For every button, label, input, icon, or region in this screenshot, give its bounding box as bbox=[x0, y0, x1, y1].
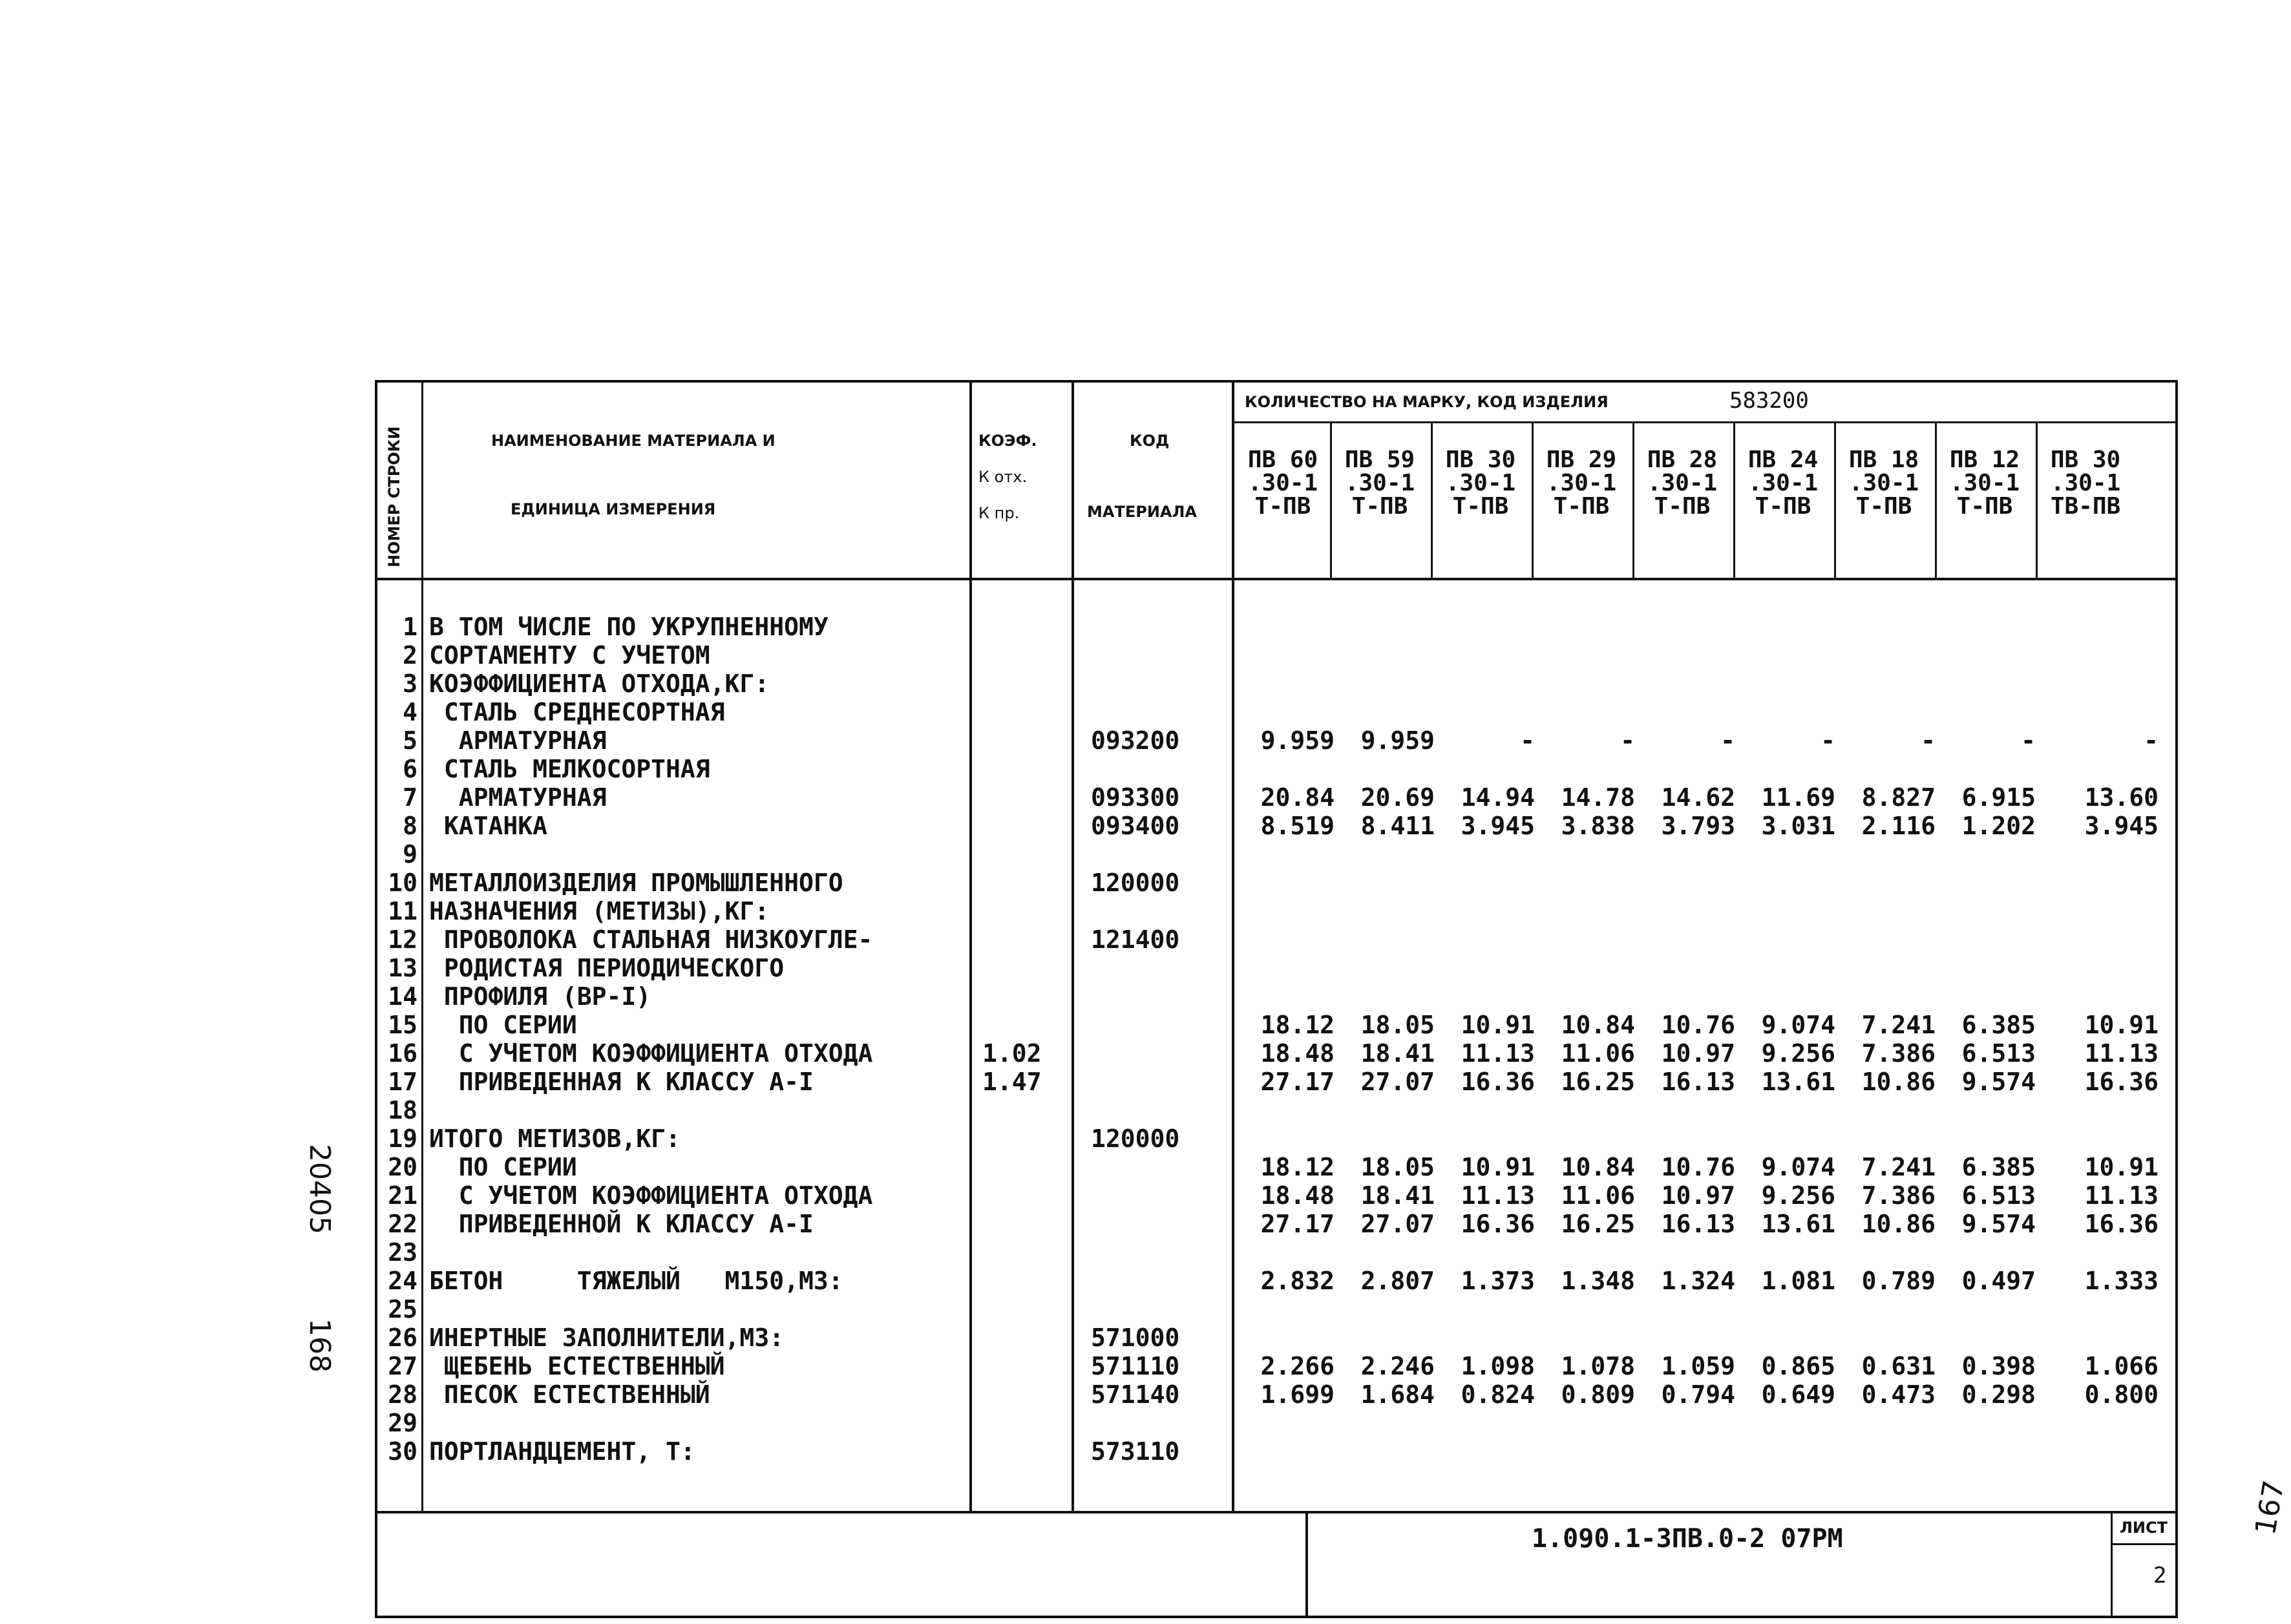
table-row bbox=[375, 783, 2178, 812]
quantity-value: 16.25 bbox=[1561, 1210, 1635, 1238]
quantity-value: 18.12 bbox=[1260, 1011, 1335, 1039]
quantity-value: 1.348 bbox=[1561, 1267, 1635, 1295]
quantity-value: 0.809 bbox=[1561, 1380, 1635, 1409]
material-name: ПОРТЛАНДЦЕМЕНТ, Т: bbox=[429, 1437, 695, 1466]
frame-bottom-line bbox=[375, 1616, 2178, 1618]
mark-header-line: Т-ПВ bbox=[1755, 493, 1811, 520]
quantity-value: 10.91 bbox=[2084, 1153, 2159, 1181]
quantity-value: 1.202 bbox=[1961, 812, 2036, 840]
mark-header-line: .30-1 bbox=[1344, 470, 1415, 496]
quantity-value: 1.333 bbox=[2084, 1267, 2159, 1295]
quantity-value: 1.059 bbox=[1661, 1352, 1735, 1380]
margin-number-page: 168 bbox=[303, 1318, 336, 1373]
quantity-value: 10.91 bbox=[1461, 1011, 1535, 1039]
quantity-value: 16.13 bbox=[1661, 1210, 1735, 1238]
row-number: 30 bbox=[388, 1437, 417, 1466]
quantity-value: 0.497 bbox=[1961, 1267, 2036, 1295]
row-number: 9 bbox=[403, 840, 417, 869]
quantity-value: 11.69 bbox=[1761, 783, 1835, 812]
material-name: ПРОВОЛОКА СТАЛЬНАЯ НИЗКОУГЛЕ- bbox=[429, 925, 873, 954]
quantity-value: 1.373 bbox=[1461, 1267, 1535, 1295]
material-spec-sheet bbox=[375, 380, 2178, 1624]
mark-header-line: .30-1 bbox=[1647, 470, 1718, 496]
quantity-value: 11.06 bbox=[1561, 1039, 1635, 1068]
quantity-value: 0.789 bbox=[1861, 1267, 1936, 1295]
material-name: ЩЕБЕНЬ ЕСТЕСТВЕННЫЙ bbox=[429, 1352, 725, 1380]
material-name: ПЕСОК ЕСТЕСТВЕННЫЙ bbox=[429, 1380, 710, 1409]
quantity-value: 18.05 bbox=[1360, 1153, 1435, 1181]
row-number: 5 bbox=[403, 726, 417, 755]
row-number: 24 bbox=[388, 1267, 417, 1295]
material-code: 093200 bbox=[1091, 726, 1180, 755]
quantity-value: 27.07 bbox=[1360, 1210, 1435, 1238]
quantity-value: 11.13 bbox=[2084, 1039, 2159, 1068]
row-number: 23 bbox=[388, 1238, 417, 1267]
quantity-value: 27.07 bbox=[1360, 1068, 1435, 1096]
quantity-value: 18.41 bbox=[1360, 1039, 1435, 1068]
quantity-value: 13.60 bbox=[2084, 783, 2159, 812]
material-name: МЕТАЛЛОИЗДЕЛИЯ ПРОМЫШЛЕННОГО bbox=[429, 869, 843, 897]
quantity-value: 16.36 bbox=[1461, 1068, 1535, 1096]
quantity-value: 9.574 bbox=[1961, 1068, 2036, 1096]
row-number: 13 bbox=[388, 954, 417, 982]
row-number: 15 bbox=[388, 1011, 417, 1039]
table-row bbox=[375, 1210, 2178, 1238]
mark-header-line: .30-1 bbox=[1546, 470, 1617, 496]
quantity-value: 16.36 bbox=[2084, 1068, 2159, 1096]
material-code: 573110 bbox=[1091, 1437, 1180, 1466]
quantity-value: 13.61 bbox=[1761, 1210, 1835, 1238]
row-number: 29 bbox=[388, 1409, 417, 1437]
margin-number-right: 167 bbox=[2249, 1478, 2291, 1537]
material-name: ПО СЕРИИ bbox=[429, 1153, 577, 1181]
quantity-value: - bbox=[2021, 726, 2036, 755]
quantity-value: 10.84 bbox=[1561, 1153, 1635, 1181]
mark-header-line: ПВ 12 bbox=[1949, 447, 2020, 473]
row-number: 11 bbox=[388, 897, 417, 925]
mark-header-line: ПВ 30 bbox=[2050, 447, 2121, 473]
coef-header-line2: К отх. bbox=[978, 468, 1028, 486]
row-number: 3 bbox=[403, 670, 417, 698]
quantity-value: 7.386 bbox=[1861, 1039, 1936, 1068]
quantity-value: 9.574 bbox=[1961, 1210, 2036, 1238]
quantity-value: 27.17 bbox=[1260, 1210, 1335, 1238]
mark-header-line: .30-1 bbox=[1445, 470, 1516, 496]
row-number: 8 bbox=[403, 812, 417, 840]
mark-header-line: .30-1 bbox=[1247, 470, 1318, 496]
material-code: 571140 bbox=[1091, 1380, 1180, 1409]
table-row bbox=[375, 897, 2178, 925]
mark-header-9 bbox=[2037, 448, 2134, 518]
mark-header-3 bbox=[1432, 448, 1529, 518]
row-number: 7 bbox=[403, 783, 417, 812]
quantity-value: - bbox=[1720, 726, 1735, 755]
table-row bbox=[375, 755, 2178, 783]
table-row bbox=[375, 954, 2178, 982]
quantity-value: 3.793 bbox=[1661, 812, 1735, 840]
row-number: 14 bbox=[388, 982, 417, 1011]
row-number: 20 bbox=[388, 1153, 417, 1181]
quantity-value: 1.081 bbox=[1761, 1267, 1835, 1295]
table-row bbox=[375, 869, 2178, 897]
material-name: СТАЛЬ МЕЛКОСОРТНАЯ bbox=[429, 755, 710, 783]
quantity-value: 9.074 bbox=[1761, 1153, 1835, 1181]
code-header-line1: КОД bbox=[1130, 432, 1170, 450]
table-row bbox=[375, 641, 2178, 670]
mark-header-line: ПВ 28 bbox=[1647, 447, 1718, 473]
quantity-value: - bbox=[1821, 726, 1835, 755]
mark-header-line: ПВ 29 bbox=[1546, 447, 1617, 473]
quantity-value: 14.62 bbox=[1661, 783, 1735, 812]
quantity-value: 13.61 bbox=[1761, 1068, 1835, 1096]
quantity-value: 10.76 bbox=[1661, 1153, 1735, 1181]
quantity-value: 10.97 bbox=[1661, 1039, 1735, 1068]
quantity-value: 10.84 bbox=[1561, 1011, 1635, 1039]
mark-header-8 bbox=[1936, 448, 2033, 518]
material-header-line1: НАИМЕНОВАНИЕ МАТЕРИАЛА И bbox=[491, 432, 776, 450]
material-name: СОРТАМЕНТУ С УЧЕТОМ bbox=[429, 641, 710, 670]
material-code: 571110 bbox=[1091, 1352, 1180, 1380]
quantity-value: 16.36 bbox=[1461, 1210, 1535, 1238]
quantity-value: 3.031 bbox=[1761, 812, 1835, 840]
mark-header-line: ТВ-ПВ bbox=[2050, 493, 2121, 520]
quantity-value: 10.91 bbox=[2084, 1011, 2159, 1039]
mark-header-line: ПВ 24 bbox=[1747, 447, 1819, 473]
quantity-value: 11.13 bbox=[2084, 1181, 2159, 1210]
table-row bbox=[375, 1437, 2178, 1466]
quantity-value: 1.098 bbox=[1461, 1352, 1535, 1380]
coefficient: 1.47 bbox=[982, 1068, 1042, 1096]
mark-header-7 bbox=[1835, 448, 1932, 518]
coefficient: 1.02 bbox=[982, 1039, 1042, 1068]
quantity-value: 6.385 bbox=[1961, 1011, 2036, 1039]
mark-header-4 bbox=[1533, 448, 1630, 518]
material-name: АРМАТУРНАЯ bbox=[429, 726, 607, 755]
material-name: С УЧЕТОМ КОЭФФИЦИЕНТА ОТХОДА bbox=[429, 1039, 873, 1068]
sheet-box-mid bbox=[2111, 1543, 2178, 1545]
row-number: 27 bbox=[388, 1352, 417, 1380]
mark-header-line: .30-1 bbox=[1949, 470, 2020, 496]
mark-header-line: Т-ПВ bbox=[1351, 493, 1408, 520]
document-code: 1.090.1-3ПВ.0-2 07РМ bbox=[1532, 1524, 1843, 1554]
table-row bbox=[375, 1153, 2178, 1181]
sheet-box-left bbox=[2111, 1511, 2113, 1618]
quantity-value: 16.36 bbox=[2084, 1210, 2159, 1238]
material-name: СТАЛЬ СРЕДНЕСОРТНАЯ bbox=[429, 698, 725, 726]
quantity-value: 8.519 bbox=[1260, 812, 1335, 840]
row-number: 2 bbox=[403, 641, 417, 670]
code-header-line2: МАТЕРИАЛА bbox=[1087, 503, 1197, 521]
quantity-value: - bbox=[1620, 726, 1635, 755]
footer-divider bbox=[1305, 1511, 1308, 1618]
row-number-header: НОМЕР СТРОКИ bbox=[385, 426, 403, 567]
quantity-value: 2.246 bbox=[1360, 1352, 1435, 1380]
material-code: 120000 bbox=[1091, 1124, 1180, 1153]
quantity-value: - bbox=[1921, 726, 1936, 755]
row-number: 19 bbox=[388, 1124, 417, 1153]
quantity-value: 2.266 bbox=[1260, 1352, 1335, 1380]
quantity-value: 16.25 bbox=[1561, 1068, 1635, 1096]
quantity-value: 6.513 bbox=[1961, 1181, 2036, 1210]
quantity-value: 1.324 bbox=[1661, 1267, 1735, 1295]
material-code: 120000 bbox=[1091, 869, 1180, 897]
product-code: 583200 bbox=[1729, 388, 1809, 414]
table-row bbox=[375, 613, 2178, 641]
mark-header-line: ПВ 30 bbox=[1445, 447, 1516, 473]
mark-header-line: Т-ПВ bbox=[1654, 493, 1711, 520]
table-row bbox=[375, 1096, 2178, 1124]
quantity-value: 27.17 bbox=[1260, 1068, 1335, 1096]
table-row bbox=[375, 698, 2178, 726]
table-row bbox=[375, 1295, 2178, 1323]
quantity-value: 1.078 bbox=[1561, 1352, 1635, 1380]
quantity-value: 18.41 bbox=[1360, 1181, 1435, 1210]
material-name: ПО СЕРИИ bbox=[429, 1011, 577, 1039]
table-row bbox=[375, 1181, 2178, 1210]
row-number: 12 bbox=[388, 925, 417, 954]
quantity-value: 3.945 bbox=[1461, 812, 1535, 840]
sheet-number: 2 bbox=[2153, 1563, 2167, 1588]
material-code: 571000 bbox=[1091, 1323, 1180, 1352]
material-name: ПРОФИЛЯ (ВР-I) bbox=[429, 982, 651, 1011]
quantity-value: - bbox=[1520, 726, 1535, 755]
row-number: 25 bbox=[388, 1295, 417, 1323]
table-row bbox=[375, 1068, 2178, 1096]
coef-header-line1: КОЭФ. bbox=[978, 432, 1037, 450]
body-bottom-line bbox=[375, 1511, 2178, 1513]
mark-header-line: Т-ПВ bbox=[1254, 493, 1311, 520]
quantity-value: 16.13 bbox=[1661, 1068, 1735, 1096]
quantity-header: КОЛИЧЕСТВО НА МАРКУ, КОД ИЗДЕЛИЯ bbox=[1245, 393, 1609, 411]
quantity-value: 18.12 bbox=[1260, 1153, 1335, 1181]
material-code: 121400 bbox=[1091, 925, 1180, 954]
row-number: 1 bbox=[403, 613, 417, 641]
mark-header-line: .30-1 bbox=[1747, 470, 1819, 496]
quantity-value: 10.86 bbox=[1861, 1210, 1936, 1238]
mark-header-line: .30-1 bbox=[2050, 470, 2121, 496]
material-name: ИТОГО МЕТИЗОВ,КГ: bbox=[429, 1124, 681, 1153]
table-row bbox=[375, 1380, 2178, 1409]
quantity-value: 9.074 bbox=[1761, 1011, 1835, 1039]
mark-header-1 bbox=[1234, 448, 1331, 518]
table-row bbox=[375, 1267, 2178, 1295]
row-number: 10 bbox=[388, 869, 417, 897]
material-name: АРМАТУРНАЯ bbox=[429, 783, 607, 812]
quantity-value: 7.241 bbox=[1861, 1011, 1936, 1039]
material-name: ПРИВЕДЕННОЙ К КЛАССУ А-I bbox=[429, 1210, 814, 1238]
margin-number-archive: 20405 bbox=[303, 1144, 336, 1234]
quantity-value: 8.411 bbox=[1360, 812, 1435, 840]
quantity-value: 6.915 bbox=[1961, 783, 2036, 812]
quantity-value: 0.649 bbox=[1761, 1380, 1835, 1409]
header-bottom-line bbox=[375, 578, 2178, 580]
quantity-value: 2.832 bbox=[1260, 1267, 1335, 1295]
mark-header-line: Т-ПВ bbox=[1452, 493, 1509, 520]
quantity-value: 11.13 bbox=[1461, 1181, 1535, 1210]
row-number: 6 bbox=[403, 755, 417, 783]
row-number: 22 bbox=[388, 1210, 417, 1238]
quantity-value: 0.794 bbox=[1661, 1380, 1735, 1409]
quantity-value: 0.824 bbox=[1461, 1380, 1535, 1409]
material-name: КОЭФФИЦИЕНТА ОТХОДА,КГ: bbox=[429, 670, 770, 698]
material-code: 093300 bbox=[1091, 783, 1180, 812]
quantity-value: 6.513 bbox=[1961, 1039, 2036, 1068]
quantity-value: 7.241 bbox=[1861, 1153, 1936, 1181]
quantity-value: 9.959 bbox=[1360, 726, 1435, 755]
mark-header-6 bbox=[1735, 448, 1832, 518]
table-row bbox=[375, 982, 2178, 1011]
table-row bbox=[375, 726, 2178, 755]
quantity-value: 7.386 bbox=[1861, 1181, 1936, 1210]
row-number: 4 bbox=[403, 698, 417, 726]
row-number: 17 bbox=[388, 1068, 417, 1096]
material-name: НАЗНАЧЕНИЯ (МЕТИЗЫ),КГ: bbox=[429, 897, 770, 925]
material-name: БЕТОН ТЯЖЕЛЫЙ М150,М3: bbox=[429, 1267, 843, 1295]
quantity-value: 18.48 bbox=[1260, 1039, 1335, 1068]
row-number: 26 bbox=[388, 1323, 417, 1352]
frame-top-line bbox=[375, 380, 2178, 383]
quantity-value: 0.631 bbox=[1861, 1352, 1936, 1380]
quantity-value: 14.78 bbox=[1561, 783, 1635, 812]
material-name: ИНЕРТНЫЕ ЗАПОЛНИТЕЛИ,М3: bbox=[429, 1323, 785, 1352]
mark-header-line: Т-ПВ bbox=[1553, 493, 1610, 520]
material-header-line2: ЕДИНИЦА ИЗМЕРЕНИЯ bbox=[511, 500, 716, 518]
table-row bbox=[375, 670, 2178, 698]
quantity-value: 20.84 bbox=[1260, 783, 1335, 812]
table-row bbox=[375, 812, 2178, 840]
quantity-value: 20.69 bbox=[1360, 783, 1435, 812]
row-number: 21 bbox=[388, 1181, 417, 1210]
mark-header-2 bbox=[1331, 448, 1428, 518]
quantity-value: - bbox=[2144, 726, 2159, 755]
mark-header-line: Т-ПВ bbox=[1956, 493, 2013, 520]
material-name: КАТАНКА bbox=[429, 812, 548, 840]
table-row bbox=[375, 840, 2178, 869]
quantity-value: 6.385 bbox=[1961, 1153, 2036, 1181]
table-row bbox=[375, 1352, 2178, 1380]
material-name: В ТОМ ЧИСЛЕ ПО УКРУПНЕННОМУ bbox=[429, 613, 829, 641]
row-number: 18 bbox=[388, 1096, 417, 1124]
table-row bbox=[375, 1238, 2178, 1267]
table-row bbox=[375, 1124, 2178, 1153]
table-row bbox=[375, 1039, 2178, 1068]
quantity-value: 0.800 bbox=[2084, 1380, 2159, 1409]
quantity-value: 10.76 bbox=[1661, 1011, 1735, 1039]
quantity-value: 3.945 bbox=[2084, 812, 2159, 840]
quantity-value: 2.116 bbox=[1861, 812, 1936, 840]
quantity-value: 14.94 bbox=[1461, 783, 1535, 812]
table-row bbox=[375, 925, 2178, 954]
quantity-value: 0.473 bbox=[1861, 1380, 1936, 1409]
table-row bbox=[375, 1323, 2178, 1352]
quantity-value: 11.06 bbox=[1561, 1181, 1635, 1210]
mark-header-line: ПВ 60 bbox=[1247, 447, 1318, 473]
coef-header-line3: К пр. bbox=[978, 504, 1020, 522]
quantity-value: 18.05 bbox=[1360, 1011, 1435, 1039]
material-name: С УЧЕТОМ КОЭФФИЦИЕНТА ОТХОДА bbox=[429, 1181, 873, 1210]
quantity-value: 10.97 bbox=[1661, 1181, 1735, 1210]
mark-header-line: .30-1 bbox=[1848, 470, 1919, 496]
quantity-value: 10.86 bbox=[1861, 1068, 1936, 1096]
quantity-value: 0.398 bbox=[1961, 1352, 2036, 1380]
mark-header-5 bbox=[1634, 448, 1731, 518]
quantity-value: 9.959 bbox=[1260, 726, 1335, 755]
quantity-value: 10.91 bbox=[1461, 1153, 1535, 1181]
table-row bbox=[375, 1409, 2178, 1437]
mark-header-line: ПВ 59 bbox=[1344, 447, 1415, 473]
mark-header-line: ПВ 18 bbox=[1848, 447, 1919, 473]
quantity-value: 1.066 bbox=[2084, 1352, 2159, 1380]
quantity-value: 0.298 bbox=[1961, 1380, 2036, 1409]
quantity-value: 8.827 bbox=[1861, 783, 1936, 812]
mark-header-line: Т-ПВ bbox=[1855, 493, 1912, 520]
quantity-value: 9.256 bbox=[1761, 1181, 1835, 1210]
quantity-value: 11.13 bbox=[1461, 1039, 1535, 1068]
row-number: 16 bbox=[388, 1039, 417, 1068]
material-name: ПРИВЕДЕННАЯ К КЛАССУ А-I bbox=[429, 1068, 814, 1096]
table-row bbox=[375, 1011, 2178, 1039]
quantity-value: 2.807 bbox=[1360, 1267, 1435, 1295]
material-name: РОДИСТАЯ ПЕРИОДИЧЕСКОГО bbox=[429, 954, 785, 982]
quantity-value: 18.48 bbox=[1260, 1181, 1335, 1210]
row-number: 28 bbox=[388, 1380, 417, 1409]
quantity-value: 1.699 bbox=[1260, 1380, 1335, 1409]
sheet-label: ЛИСТ bbox=[2120, 1519, 2168, 1537]
quantity-value: 9.256 bbox=[1761, 1039, 1835, 1068]
quantity-value: 3.838 bbox=[1561, 812, 1635, 840]
quantity-value: 1.684 bbox=[1360, 1380, 1435, 1409]
quantity-value: 0.865 bbox=[1761, 1352, 1835, 1380]
material-code: 093400 bbox=[1091, 812, 1180, 840]
